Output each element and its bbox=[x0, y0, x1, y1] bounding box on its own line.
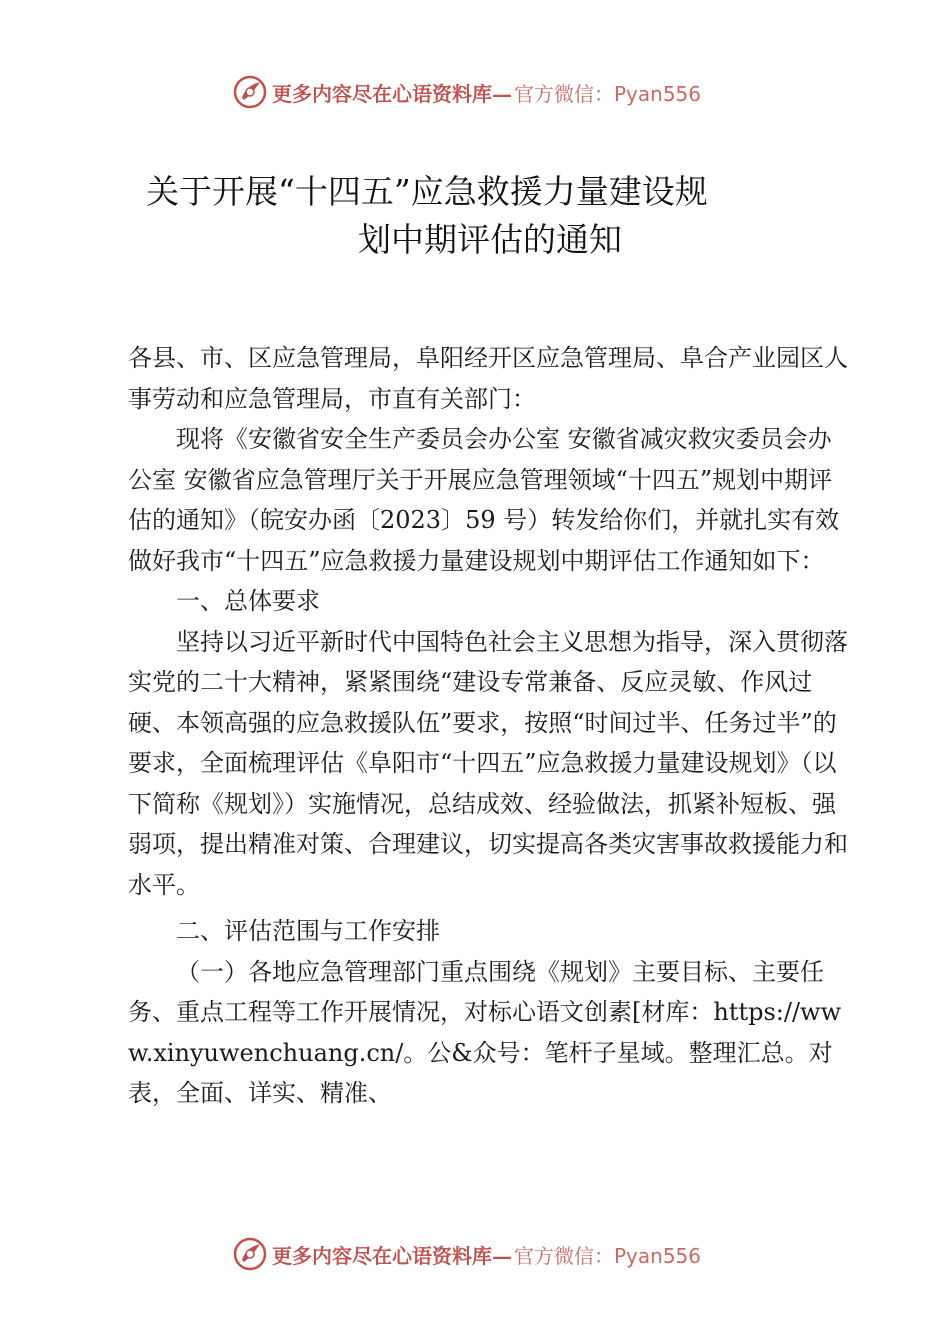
brand-logo-icon bbox=[232, 1236, 268, 1272]
watermark-wechat: 官方微信：Pyan556 bbox=[514, 81, 702, 106]
document-body bbox=[128, 338, 848, 1114]
section-2-paragraph: （一）各地应急管理部门重点围绕《规划》主要目标、主要任务、重点工程等工作开展情况，对标心语文创素[材库：https://www.xinyuwenchuang.cn/。公&众号：笔杆子星域。整理汇总。对表，全面、详实、精准、 bbox=[128, 957, 842, 1107]
addressee: 各县、市、区应急管理局，阜阳经开区应急管理局、阜合产业园区人事劳动和应急管理局，市直有关部门： bbox=[128, 344, 848, 413]
intro-paragraph: 现将《安徽省安全生产委员会办公室 安徽省减灾救灾委员会办公室 安徽省应急管理厅关于开展应急管理领域“十四五”规划中期评估的通知》（皖安办函〔2023〕59 号）转发给你们，并就扎实有效做好我市“十四五”应急救援力量建设规划中期评估工作通知如下： bbox=[128, 425, 840, 575]
brand-logo-icon bbox=[232, 74, 268, 110]
watermark-footer bbox=[232, 1234, 752, 1274]
title-line-1: 关于开展“十四五”应急救援力量建设规 bbox=[146, 172, 708, 211]
watermark-wechat: 官方微信：Pyan556 bbox=[514, 1243, 702, 1268]
watermark-text: 更多内容尽在心语资料库— bbox=[272, 1243, 512, 1268]
watermark-header bbox=[232, 72, 752, 112]
section-2-heading: 二、评估范围与工作安排 bbox=[176, 917, 440, 945]
section-1-heading: 一、总体要求 bbox=[176, 587, 320, 615]
title-line-2: 划中期评估的通知 bbox=[358, 220, 622, 259]
section-1-paragraph: 坚持以习近平新时代中国特色社会主义思想为指导，深入贯彻落实党的二十大精神，紧紧围绕“建设专常兼备、反应灵敏、作风过硬、本领高强的应急救援队伍”要求，按照“时间过半、任务过半”的要求，全面梳理评估《阜阳市“十四五”应急救援力量建设规划》（以下简称《规划》）实施情况，总结成效、经验做法，抓紧补短板、强弱项，提出精准对策、合理建议，切实提高各类灾害事故救援能力和水平。 bbox=[128, 627, 848, 899]
document-title bbox=[120, 168, 820, 264]
watermark-text: 更多内容尽在心语资料库— bbox=[272, 81, 512, 106]
